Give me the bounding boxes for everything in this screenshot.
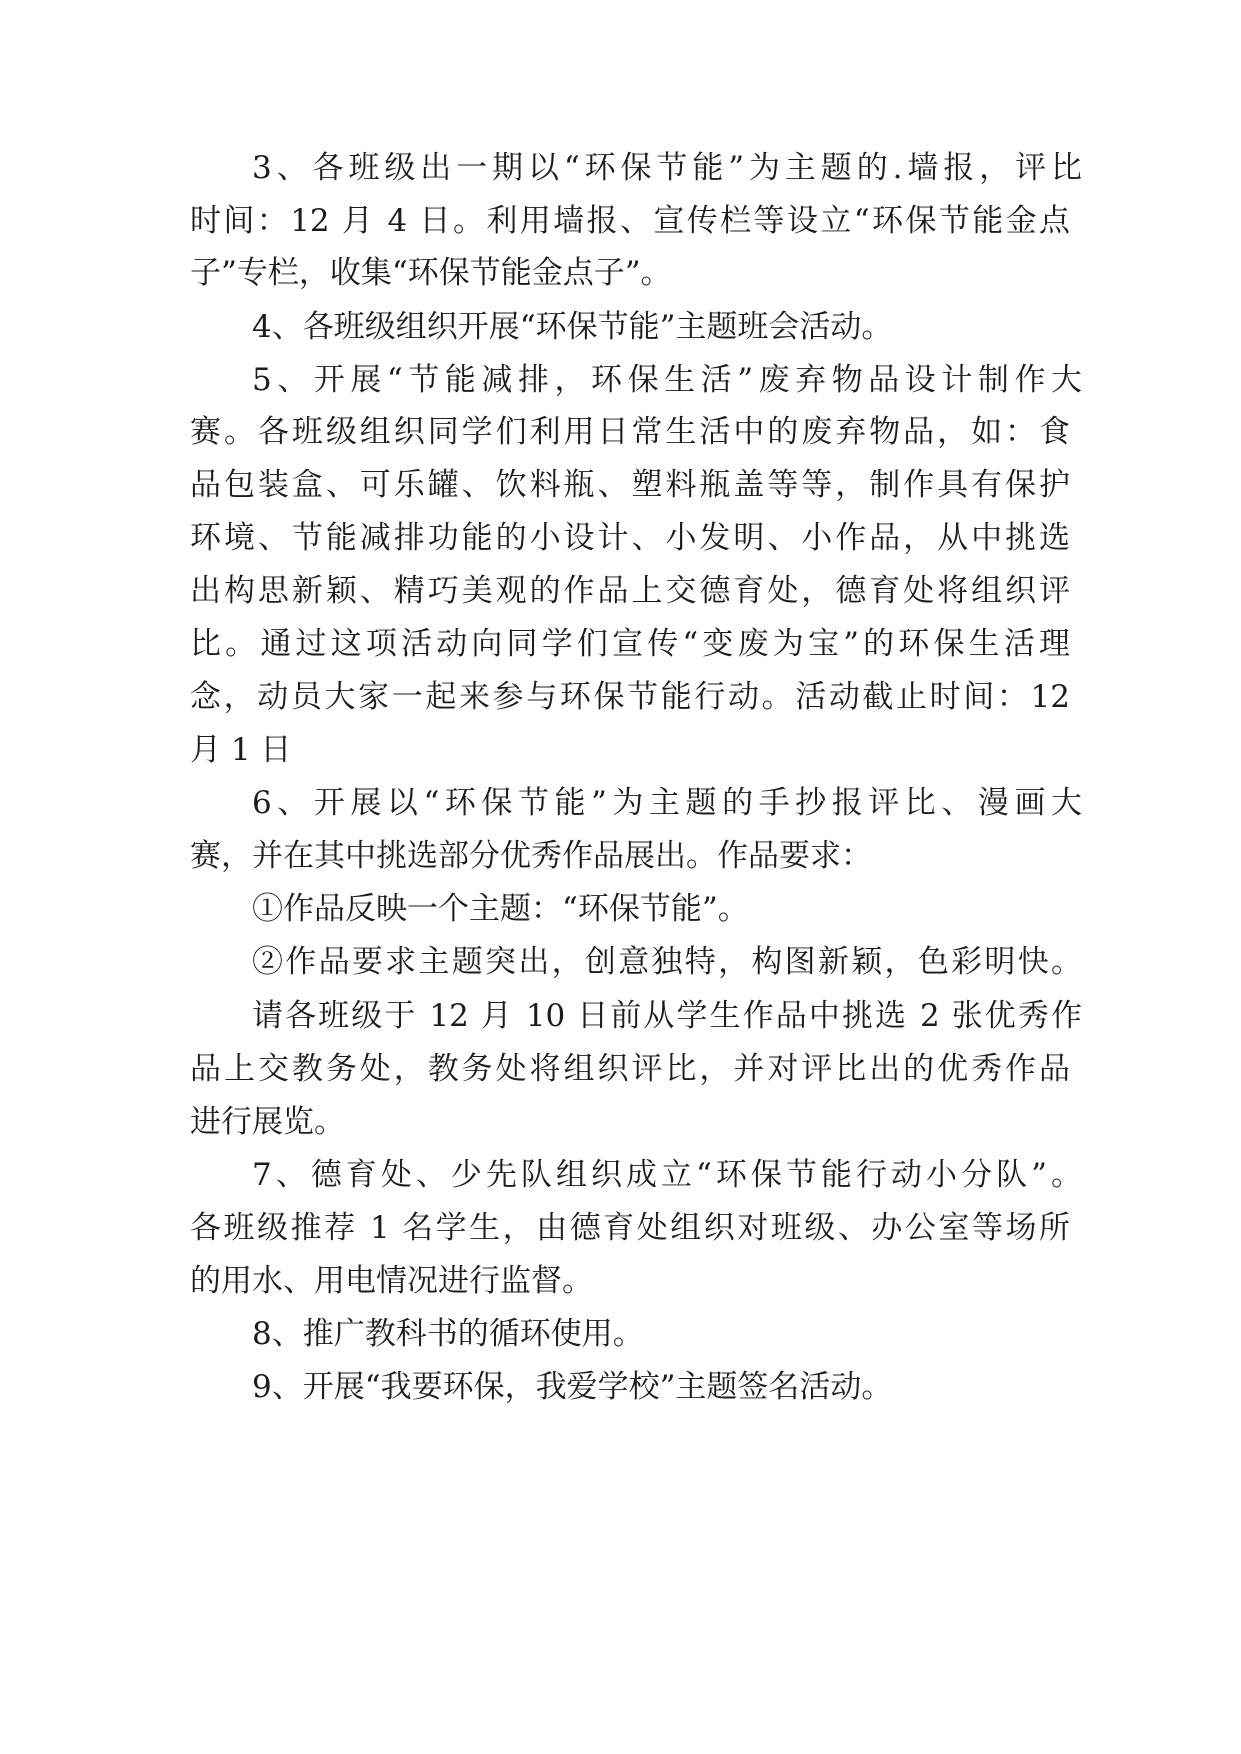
text-line: 出构思新颖、精巧美观的作品上交德育处，德育处将组织评 xyxy=(190,573,1070,609)
text-line: 各班级推荐 1 名学生，由德育处组织对班级、办公室等场所 xyxy=(190,1210,1070,1246)
text-line: 9、开展“我要环保，我爱学校”主题签名活动。 xyxy=(252,1369,893,1405)
text-line: 念，动员大家一起来参与环保节能行动。活动截止时间：12 xyxy=(190,679,1070,715)
text-line: 4、各班级组织开展“环保节能”主题班会活动。 xyxy=(252,309,893,345)
text-line: ①作品反映一个主题：“环保节能”。 xyxy=(252,891,749,927)
text-line: 环境、节能减排功能的小设计、小发明、小作品，从中挑选 xyxy=(190,520,1070,556)
text-line: 比。通过这项活动向同学们宣传“变废为宝”的环保生活理 xyxy=(190,626,1070,662)
text-line: 品包装盒、可乐罐、饮料瓶、塑料瓶盖等等，制作具有保护 xyxy=(190,467,1070,503)
text-line: 5、开展“节能减排，环保生活”废弃物品设计制作大 xyxy=(252,362,1082,398)
text-line: 7、德育处、少先队组织成立“环保节能行动小分队”。 xyxy=(252,1157,1082,1193)
text-line: 请各班级于 12 月 10 日前从学生作品中挑选 2 张优秀作 xyxy=(252,998,1082,1034)
text-line: 进行展览。 xyxy=(190,1104,345,1140)
text-line: ②作品要求主题突出，创意独特，构图新颖，色彩明快。 xyxy=(252,944,1082,980)
text-line: 8、推广教科书的循环使用。 xyxy=(252,1316,644,1352)
text-line: 6、开展以“环保节能”为主题的手抄报评比、漫画大 xyxy=(252,785,1082,821)
text-line: 月 1 日 xyxy=(190,732,292,768)
text-line: 3、各班级出一期以“环保节能”为主题的.墙报，评比 xyxy=(252,150,1082,186)
text-line: 赛，并在其中挑选部分优秀作品展出。作品要求： xyxy=(190,838,872,874)
text-line: 的用水、用电情况进行监督。 xyxy=(190,1263,593,1299)
text-line: 子”专栏，收集“环保节能金点子”。 xyxy=(190,255,672,291)
text-line: 时间：12 月 4 日。利用墙报、宣传栏等设立“环保节能金点 xyxy=(190,203,1070,239)
text-line: 赛。各班级组织同学们利用日常生活中的废弃物品，如：食 xyxy=(190,414,1070,450)
text-line: 品上交教务处，教务处将组织评比，并对评比出的优秀作品 xyxy=(190,1051,1070,1087)
